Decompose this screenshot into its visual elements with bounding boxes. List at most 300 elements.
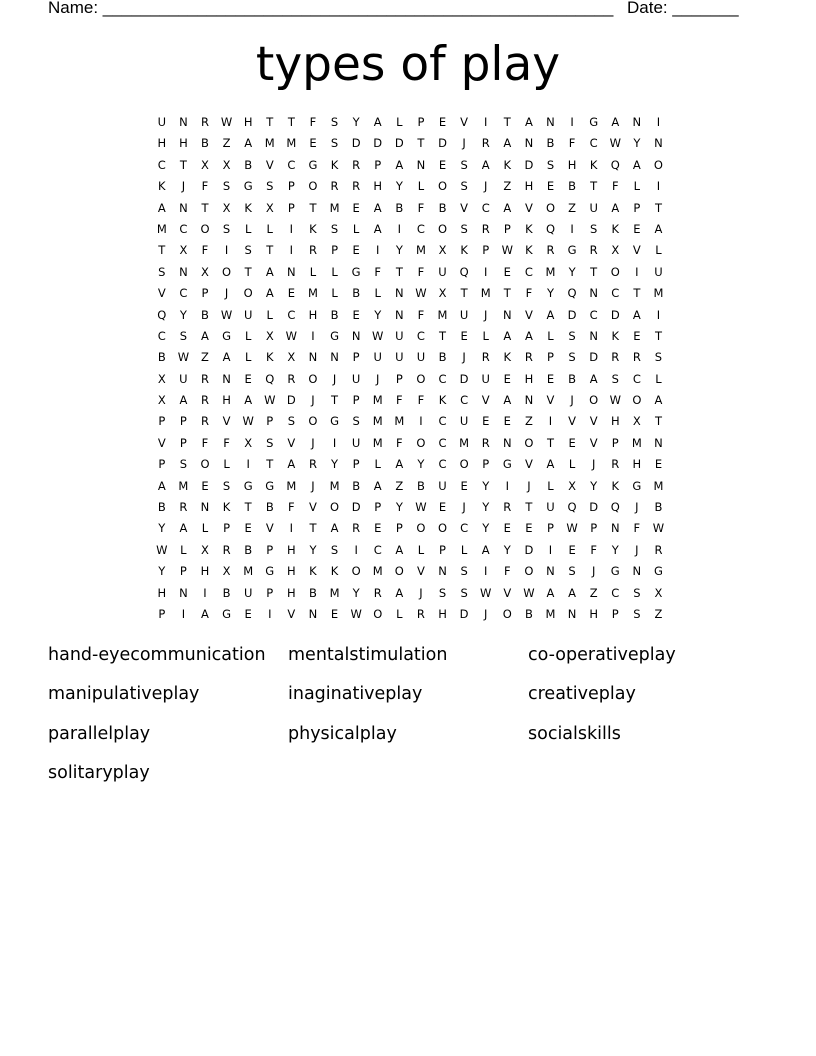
grid-letter: P — [158, 457, 166, 472]
grid-letter: J — [419, 585, 423, 600]
grid-letter: A — [287, 457, 296, 472]
grid-letter: U — [416, 350, 426, 365]
grid-row — [151, 433, 670, 454]
grid-letter: D — [610, 307, 620, 322]
grid-letter: W — [480, 585, 492, 600]
grid-letter: A — [395, 585, 404, 600]
grid-letter: Y — [395, 243, 403, 258]
grid-letter: C — [438, 414, 447, 429]
grid-letter: K — [244, 200, 252, 215]
grid-letter: Z — [654, 606, 663, 621]
grid-letter: S — [568, 564, 576, 579]
grid-letter: P — [417, 115, 425, 129]
grid-letter: X — [201, 157, 209, 172]
grid-letter: Z — [222, 136, 231, 151]
grid-letter: E — [309, 136, 317, 151]
grid-letter: V — [309, 500, 317, 515]
grid-letter: M — [394, 414, 405, 429]
grid-letter: P — [287, 200, 295, 215]
grid-letter: M — [372, 393, 383, 408]
grid-letter: H — [438, 606, 447, 621]
grid-letter: C — [524, 264, 533, 279]
grid-letter: D — [524, 157, 534, 172]
grid-letter: B — [157, 500, 166, 515]
grid-letter: O — [243, 286, 253, 301]
grid-letter: O — [437, 179, 448, 194]
grid-letter: D — [524, 542, 534, 557]
grid-letter: Z — [524, 414, 533, 429]
grid-letter: N — [610, 521, 620, 536]
grid-letter: B — [330, 307, 339, 322]
grid-letter: W — [609, 136, 621, 151]
word-list-item: socialskills — [528, 723, 621, 744]
grid-row — [151, 198, 670, 219]
grid-letter: F — [503, 564, 511, 579]
grid-letter: P — [201, 286, 209, 301]
grid-letter: O — [308, 179, 318, 194]
grid-letter: P — [374, 157, 382, 172]
grid-letter: V — [524, 457, 533, 472]
grid-letter: R — [611, 457, 620, 472]
grid-letter: I — [484, 264, 488, 279]
grid-letter: E — [244, 371, 252, 386]
grid-letter: R — [503, 500, 512, 515]
grid-letter: H — [567, 157, 577, 172]
grid-letter: B — [222, 585, 231, 600]
grid-row — [151, 326, 670, 347]
grid-letter: W — [609, 393, 621, 408]
grid-row — [151, 369, 670, 390]
grid-letter: D — [351, 136, 361, 151]
grid-row — [151, 283, 670, 304]
grid-letter: P — [158, 606, 166, 621]
grid-letter: E — [633, 328, 641, 343]
grid-letter: X — [157, 371, 166, 386]
grid-letter: C — [611, 286, 620, 301]
grid-letter: R — [611, 350, 620, 365]
grid-letter: E — [503, 264, 511, 279]
grid-letter: M — [286, 136, 297, 151]
grid-letter: Z — [589, 585, 598, 600]
grid-letter: K — [503, 350, 512, 365]
grid-letter: E — [352, 307, 360, 322]
grid-letter: A — [222, 350, 231, 365]
grid-letter: V — [546, 393, 555, 408]
grid-letter: T — [266, 115, 274, 129]
grid-letter: A — [265, 264, 274, 279]
grid-letter: U — [654, 264, 663, 279]
grid-letter: G — [567, 243, 577, 258]
grid-letter: P — [179, 564, 187, 579]
grid-letter: E — [287, 286, 295, 301]
grid-letter: U — [395, 350, 404, 365]
grid-letter: O — [373, 606, 383, 621]
grid-letter: M — [372, 414, 383, 429]
grid-letter: I — [246, 457, 250, 472]
grid-letter: I — [289, 243, 294, 258]
grid-letter: G — [351, 264, 361, 279]
grid-letter: K — [611, 221, 620, 236]
grid-letter: S — [460, 179, 468, 194]
grid-letter: O — [459, 457, 469, 472]
grid-letter: R — [200, 414, 209, 429]
grid-row — [151, 518, 670, 539]
grid-letter: R — [481, 435, 490, 450]
grid-letter: I — [224, 243, 229, 258]
grid-letter: M — [545, 264, 556, 279]
grid-letter: N — [395, 286, 404, 301]
grid-letter: T — [244, 500, 252, 515]
word-list-item: manipulativeplay — [48, 684, 200, 705]
grid-letter: L — [568, 457, 576, 472]
grid-letter: P — [395, 371, 403, 386]
grid-letter: A — [524, 328, 533, 343]
grid-letter: O — [632, 393, 642, 408]
grid-letter: K — [265, 350, 274, 365]
grid-letter: N — [546, 115, 555, 129]
grid-letter: C — [589, 136, 598, 151]
grid-letter: P — [482, 243, 490, 258]
grid-letter: L — [180, 542, 187, 557]
grid-letter: V — [460, 200, 469, 215]
grid-letter: M — [631, 435, 642, 450]
grid-letter: K — [309, 221, 317, 236]
grid-letter: H — [287, 542, 296, 557]
grid-letter: B — [352, 478, 361, 493]
grid-letter: S — [546, 157, 555, 172]
grid-letter: D — [459, 606, 469, 621]
grid-letter: S — [352, 414, 360, 429]
grid-letter: S — [179, 457, 188, 472]
grid-letter: N — [546, 564, 555, 579]
grid-letter: E — [546, 371, 555, 386]
grid-letter: A — [568, 585, 577, 600]
grid-letter: L — [266, 307, 273, 322]
grid-letter: A — [611, 115, 620, 129]
word-list-item: hand-eyecommunication — [48, 645, 266, 665]
grid-letter: E — [374, 521, 382, 536]
grid-letter: O — [200, 457, 210, 472]
grid-letter: O — [653, 157, 663, 172]
grid-letter: M — [307, 286, 318, 301]
grid-letter: I — [419, 414, 423, 429]
grid-letter: I — [656, 179, 661, 194]
grid-letter: U — [438, 478, 447, 493]
grid-letter: U — [459, 414, 469, 429]
grid-letter: R — [481, 136, 490, 151]
grid-letter: E — [460, 328, 468, 343]
grid-letter: I — [656, 307, 661, 322]
grid-letter: E — [525, 521, 533, 536]
grid-letter: M — [264, 136, 275, 151]
grid-letter: K — [158, 179, 166, 194]
grid-letter: G — [308, 157, 318, 172]
grid-letter: C — [632, 371, 641, 386]
grid-letter: K — [525, 243, 533, 258]
grid-letter: H — [243, 115, 253, 129]
grid-letter: N — [179, 585, 188, 600]
grid-letter: G — [243, 478, 253, 493]
grid-letter: C — [179, 286, 188, 301]
grid-letter: R — [654, 542, 663, 557]
grid-letter: B — [157, 350, 166, 365]
grid-letter: I — [354, 542, 358, 557]
grid-letter: R — [287, 371, 296, 386]
grid-letter: M — [480, 286, 491, 301]
grid-row — [151, 219, 670, 240]
grid-letter: P — [287, 179, 295, 194]
grid-letter: A — [546, 457, 555, 472]
grid-letter: T — [546, 435, 554, 450]
grid-letter: Y — [331, 457, 339, 472]
grid-letter: K — [330, 564, 339, 579]
grid-letter: X — [287, 350, 296, 365]
grid-letter: S — [158, 264, 166, 279]
grid-letter: A — [481, 542, 490, 557]
grid-letter: C — [438, 371, 447, 386]
grid-letter: M — [415, 243, 426, 258]
grid-letter: K — [525, 221, 533, 236]
grid-letter: P — [352, 350, 360, 365]
grid-letter: M — [329, 200, 340, 215]
grid-letter: N — [438, 564, 447, 579]
grid-letter: J — [181, 179, 186, 194]
grid-letter: P — [611, 606, 619, 621]
grid-letter: I — [181, 606, 186, 621]
grid-letter: E — [244, 521, 252, 536]
grid-letter: M — [459, 435, 470, 450]
grid-letter: M — [156, 221, 167, 236]
grid-letter: M — [372, 564, 383, 579]
grid-letter: S — [330, 136, 339, 151]
grid-letter: F — [417, 264, 425, 279]
grid-letter: J — [591, 564, 596, 579]
grid-letter: Z — [395, 478, 404, 493]
grid-letter: T — [201, 200, 209, 215]
grid-letter: Y — [309, 542, 317, 557]
grid-letter: C — [589, 307, 598, 322]
grid-letter: V — [265, 157, 274, 172]
grid-letter: E — [503, 521, 511, 536]
grid-letter: T — [503, 115, 511, 129]
grid-letter: G — [502, 457, 512, 472]
grid-letter: A — [481, 157, 490, 172]
grid-letter: Y — [352, 585, 360, 600]
grid-letter: E — [244, 606, 252, 621]
grid-row — [151, 540, 670, 561]
grid-letter: Z — [568, 200, 577, 215]
grid-letter: F — [396, 393, 403, 408]
grid-letter: O — [351, 564, 361, 579]
grid-letter: B — [546, 136, 555, 151]
grid-letter: T — [460, 286, 468, 301]
grid-letter: N — [308, 606, 318, 621]
grid-letter: T — [309, 200, 317, 215]
grid-letter: D — [351, 500, 361, 515]
grid-letter: F — [223, 435, 230, 450]
grid-letter: B — [568, 179, 577, 194]
grid-letter: H — [610, 414, 620, 429]
grid-letter: P — [179, 435, 187, 450]
grid-letter: A — [654, 221, 663, 236]
grid-letter: L — [396, 115, 403, 129]
grid-letter: P — [611, 435, 619, 450]
grid-letter: Y — [633, 136, 641, 151]
word-list-item: solitaryplay — [48, 762, 150, 783]
grid-letter: W — [220, 115, 233, 129]
grid-letter: R — [200, 115, 209, 129]
letter-grid — [151, 112, 670, 625]
grid-letter: R — [524, 350, 533, 365]
grid-letter: W — [285, 328, 298, 343]
grid-letter: F — [309, 115, 317, 129]
grid-letter: W — [156, 542, 168, 557]
grid-row — [151, 454, 670, 475]
grid-letter: S — [330, 542, 339, 557]
page-title: types of play — [255, 37, 561, 92]
grid-letter: C — [460, 521, 469, 536]
grid-letter: G — [632, 478, 642, 493]
grid-letter: T — [287, 115, 295, 129]
grid-letter: J — [484, 307, 488, 322]
grid-letter: N — [395, 307, 404, 322]
grid-letter: E — [568, 542, 576, 557]
grid-letter: R — [416, 606, 425, 621]
grid-letter: J — [462, 500, 466, 515]
grid-letter: I — [505, 478, 509, 493]
grid-letter: F — [590, 542, 597, 557]
grid-letter: R — [222, 542, 231, 557]
grid-letter: A — [589, 371, 598, 386]
grid-letter: K — [503, 157, 512, 172]
grid-letter: U — [395, 328, 404, 343]
grid-letter: J — [484, 606, 488, 621]
grid-letter: N — [502, 307, 512, 322]
grid-letter: F — [633, 521, 641, 536]
grid-letter: E — [201, 478, 209, 493]
grid-letter: N — [416, 157, 426, 172]
grid-letter: T — [266, 243, 274, 258]
grid-letter: A — [632, 307, 641, 322]
grid-letter: N — [589, 328, 598, 343]
grid-letter: A — [244, 136, 253, 151]
grid-letter: V — [589, 414, 598, 429]
grid-letter: N — [524, 393, 534, 408]
grid-letter: Z — [503, 179, 512, 194]
grid-letter: I — [397, 221, 402, 236]
grid-letter: A — [373, 200, 382, 215]
grid-letter: J — [311, 478, 315, 493]
grid-letter: N — [632, 115, 642, 129]
grid-letter: O — [524, 435, 534, 450]
grid-letter: O — [610, 264, 620, 279]
grid-letter: O — [545, 200, 556, 215]
grid-letter: A — [373, 115, 382, 129]
grid-letter: O — [524, 564, 534, 579]
grid-letter: S — [222, 478, 231, 493]
grid-letter: C — [611, 585, 620, 600]
grid-letter: P — [633, 200, 641, 215]
grid-letter: Q — [157, 307, 167, 322]
grid-letter: A — [632, 157, 641, 172]
grid-letter: M — [243, 564, 254, 579]
grid-letter: E — [352, 243, 360, 258]
grid-letter: J — [311, 435, 315, 450]
grid-letter: J — [484, 179, 488, 194]
grid-letter: T — [417, 136, 425, 151]
grid-letter: U — [157, 115, 166, 129]
grid-letter: P — [266, 585, 274, 600]
grid-letter: O — [200, 221, 210, 236]
grid-letter: A — [395, 457, 404, 472]
grid-letter: R — [546, 243, 555, 258]
header — [48, 0, 739, 19]
grid-letter: Y — [395, 179, 403, 194]
grid-letter: B — [352, 286, 361, 301]
grid-letter: R — [308, 243, 317, 258]
grid-letter: J — [311, 393, 315, 408]
grid-row — [151, 476, 670, 497]
grid-letter: C — [287, 307, 296, 322]
grid-letter: N — [654, 136, 663, 151]
grid-row — [151, 133, 670, 154]
grid-letter: X — [265, 328, 274, 343]
grid-letter: T — [158, 243, 166, 258]
grid-letter: A — [201, 606, 209, 621]
grid-letter: T — [179, 157, 187, 172]
date-line: Date: _______ — [627, 0, 739, 17]
grid-letter: L — [223, 457, 230, 472]
grid-letter: Q — [567, 500, 577, 515]
grid-letter: X — [438, 243, 447, 258]
grid-letter: L — [482, 328, 489, 343]
grid-letter: H — [157, 585, 167, 600]
grid-letter: S — [222, 221, 231, 236]
grid-letter: B — [309, 585, 317, 600]
grid-letter: V — [157, 286, 166, 301]
grid-letter: G — [265, 478, 275, 493]
grid-letter: H — [287, 585, 296, 600]
grid-letter: N — [654, 435, 663, 450]
grid-letter: U — [243, 307, 253, 322]
grid-letter: V — [222, 414, 231, 429]
grid-letter: I — [570, 221, 574, 236]
grid-letter: N — [632, 564, 642, 579]
grid-letter: V — [265, 521, 274, 536]
grid-letter: N — [179, 264, 188, 279]
grid-letter: O — [394, 564, 404, 579]
grid-letter: D — [567, 307, 577, 322]
grid-letter: B — [201, 136, 209, 151]
grid-letter: O — [308, 371, 318, 386]
grid-letter: S — [611, 371, 619, 386]
grid-letter: T — [439, 328, 447, 343]
grid-letter: C — [179, 221, 188, 236]
grid-letter: S — [590, 221, 598, 236]
grid-letter: Q — [265, 371, 275, 386]
grid-letter: Y — [417, 457, 425, 472]
grid-row — [151, 497, 670, 518]
grid-letter: Y — [158, 521, 166, 536]
grid-letter: H — [524, 179, 534, 194]
grid-letter: L — [331, 286, 338, 301]
grid-letter: J — [635, 542, 639, 557]
grid-letter: W — [415, 286, 427, 301]
grid-letter: O — [330, 500, 340, 515]
grid-letter: N — [179, 115, 188, 129]
grid-letter: C — [287, 157, 296, 172]
grid-letter: L — [547, 328, 554, 343]
